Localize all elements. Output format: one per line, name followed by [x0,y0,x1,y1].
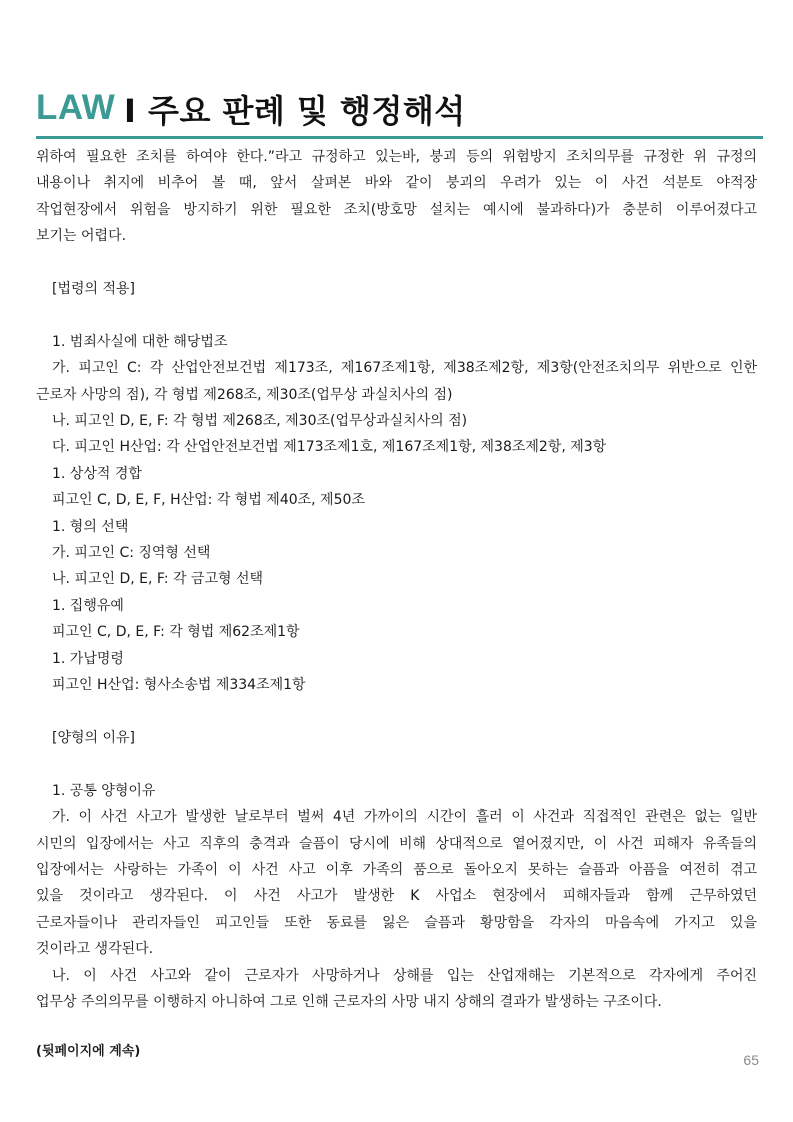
law-item: 나. 피고인 D, E, F: 각 금고형 선택 [52,571,264,588]
law-item: 가. 피고인 C: 각 산업안전보건법 제173조, 제167조제1항, 제38조제2항, 제3항(안전조치의무 위반으로 인한 [52,360,757,377]
text-line: 나. 이 사건 사고와 같이 근로자가 사망하거나 상해를 입는 산업재해는 기본적으로 각자에게 주어진 [52,967,757,984]
continued-note: (뒷페이지에 계속) [36,1044,141,1059]
text-line: 가. 이 사건 사고가 발생한 날로부터 벌써 4년 가까이의 시간이 흘러 이 사건과 직접적인 관련은 없는 일반 [52,809,757,826]
law-item: 피고인 H산업: 형사소송법 제334조제1항 [52,677,306,694]
text-line: 것이라고 생각된다. [36,941,154,958]
law-item-continued: 근로자 사망의 점), 각 형법 제268조, 제30조(업무상 과실치사의 점) [36,386,453,403]
law-item: 다. 피고인 H산업: 각 산업안전보건법 제173조제1호, 제167조제1항, 제38조제2항, 제3항 [52,439,607,456]
text-line: 보기는 어렵다. [36,228,127,245]
law-item: 1. 상상적 경합 [52,465,142,482]
law-item: 1. 범죄사실에 대한 해당법조 [52,333,228,350]
law-item: 피고인 C, D, E, F, H산업: 각 형법 제40조, 제50조 [52,492,365,509]
law-item: 1. 가납명령 [52,650,124,667]
law-item: 1. 집행유예 [52,597,124,614]
section-heading-sentencing: [양형의 이유] [52,729,135,746]
page-header [36,86,763,139]
text-line: 작업현장에서 위험을 방지하기 위한 필요한 조치(방호망 설치는 예시에 불과하다)가 충분히 이루어졌다고 [36,201,757,218]
text-line: 있을 것이라고 생각된다. 이 사건 사고가 발생한 K 사업소 현장에서 피해자들과 함께 근무하였던 [36,888,757,905]
law-item: 1. 형의 선택 [52,518,129,535]
text-line: 업무상 주의의무를 이행하지 아니하여 그로 인해 근로자의 사망 내지 상해의 결과가 발생하는 구조이다. [36,993,662,1010]
law-item: 나. 피고인 D, E, F: 각 형법 제268조, 제30조(업무상과실치사의 점) [52,413,468,430]
text-line: 내용이나 취지에 비추어 볼 때, 앞서 살펴본 바와 같이 붕괴의 우려가 있는 이 사건 석분토 야적장 [36,175,757,192]
law-item: 피고인 C, D, E, F: 각 형법 제62조제1항 [52,624,300,641]
document-body [36,144,757,1015]
text-line: 위하여 필요한 조치를 하여야 한다.”라고 규정하고 있는바, 붕괴 등의 위험방지 조치의무를 규정한 위 규정의 [36,149,757,165]
law-item: 가. 피고인 C: 징역형 선택 [52,545,211,562]
sentencing-heading: 1. 공통 양형이유 [52,782,156,799]
text-line: 시민의 입장에서는 사고 직후의 충격과 슬픔이 당시에 비해 상대적으로 옅어졌지만, 이 사건 피해자 유족들의 [36,835,757,852]
page-number: 65 [743,1052,759,1068]
text-line: 근로자들이나 관리자들인 피고인들 또한 동료를 잃은 슬픔과 황망함을 각자의 마음속에 가지고 있을 [36,914,757,931]
text-line: 입장에서는 사랑하는 가족이 이 사건 사고 이후 가족의 품으로 돌아오지 못하는 슬픔과 아픔을 여전히 겪고 [36,861,757,878]
section-heading-law: [법령의 적용] [52,281,135,298]
page-title: I 주요 판례 및 행정해석 [124,92,466,130]
section-brand: LAW [36,88,116,127]
